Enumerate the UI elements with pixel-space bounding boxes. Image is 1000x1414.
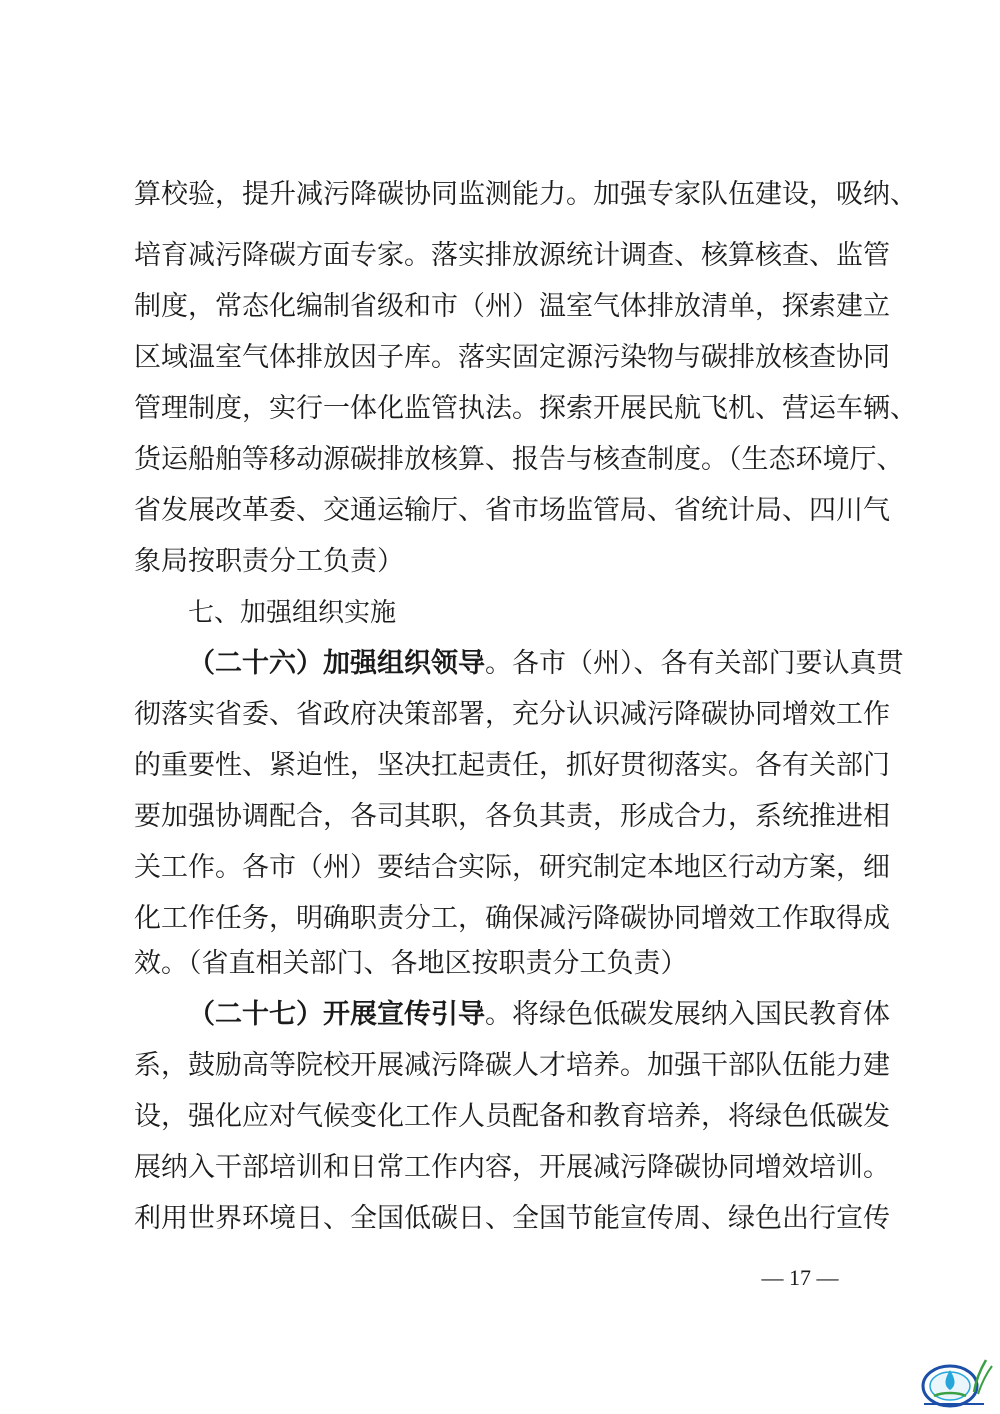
watermark-logo-icon (920, 1352, 994, 1410)
text-line: 象局按职责分工负责） (134, 546, 404, 577)
paragraph-first-line (188, 998, 890, 1032)
text-line: 利用世界环境日、全国低碳日、全国节能宣传周、绿色出行宣传 (134, 1203, 890, 1234)
paragraph-title: （二十七）开展宣传引导 (188, 999, 485, 1030)
text-line: 算校验，提升减污降碳协同监测能力。加强专家队伍建设，吸纳、 (134, 179, 917, 210)
text-line: 效。（省直相关部门、各地区按职责分工负责） (134, 948, 688, 979)
paragraph-text: 。各市（州）、各有关部门要认真贯 (485, 648, 904, 679)
text-line: 管理制度，实行一体化监管执法。探索开展民航飞机、营运车辆、 (134, 393, 917, 424)
text-line: 要加强协调配合，各司其职，各负其责，形成合力，系统推进相 (134, 801, 890, 832)
text-line: 展纳入干部培训和日常工作内容，开展减污降碳协同增效培训。 (134, 1152, 890, 1183)
page-number: — 17 — (761, 1265, 839, 1290)
text-line: 培育减污降碳方面专家。落实排放源统计调查、核算核查、监管 (134, 240, 890, 271)
text-line: 省发展改革委、交通运输厅、省市场监管局、省统计局、四川气 (134, 495, 890, 526)
text-line: 化工作任务，明确职责分工，确保减污降碳协同增效工作取得成 (134, 903, 890, 934)
section-heading: 七、加强组织实施 (188, 598, 397, 628)
paragraph-title: （二十六）加强组织领导 (188, 648, 485, 679)
text-line: 系，鼓励高等院校开展减污降碳人才培养。加强干部队伍能力建 (134, 1050, 890, 1081)
paragraph-first-line (188, 647, 904, 681)
text-line: 设，强化应对气候变化工作人员配备和教育培养，将绿色低碳发 (134, 1101, 890, 1132)
text-line: 彻落实省委、省政府决策部署，充分认识减污降碳协同增效工作 (134, 699, 890, 730)
text-line: 货运船舶等移动源碳排放核算、报告与核查制度。（生态环境厅、 (134, 444, 904, 475)
paragraph-text: 。将绿色低碳发展纳入国民教育体 (485, 999, 890, 1030)
text-line: 区域温室气体排放因子库。落实固定源污染物与碳排放核查协同 (134, 342, 890, 373)
text-line: 关工作。各市（州）要结合实际，研究制定本地区行动方案，细 (134, 852, 890, 883)
text-line: 的重要性、紧迫性，坚决扛起责任，抓好贯彻落实。各有关部门 (134, 750, 890, 781)
text-line: 制度，常态化编制省级和市（州）温室气体排放清单，探索建立 (134, 291, 890, 322)
